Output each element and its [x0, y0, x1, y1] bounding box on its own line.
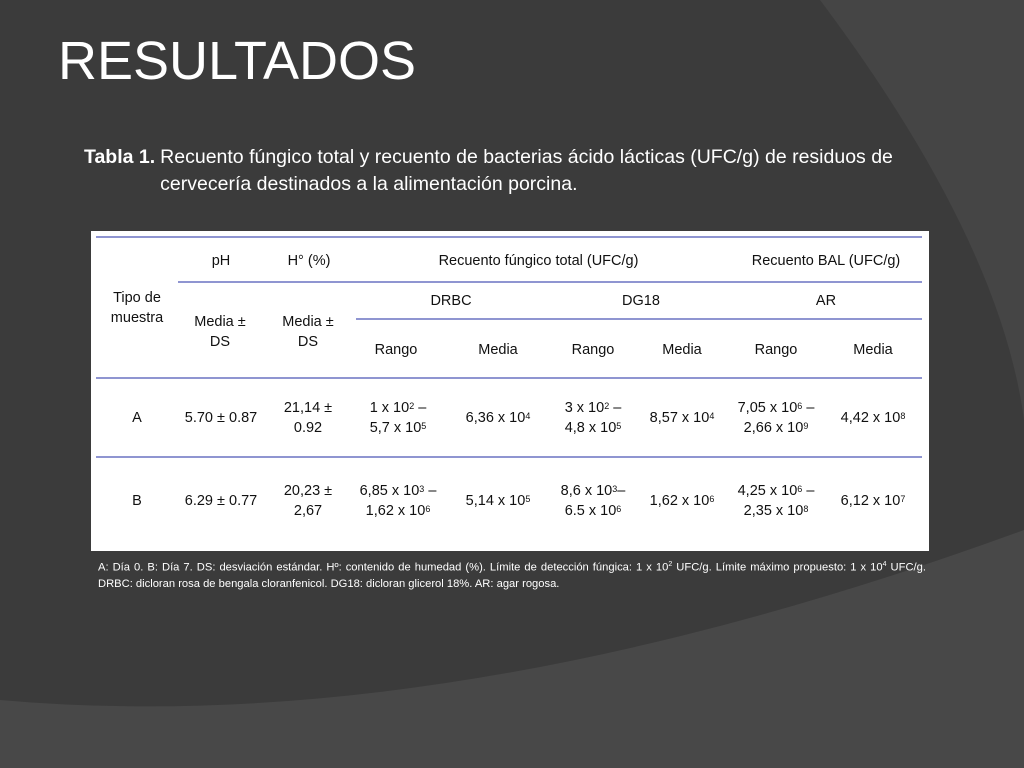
- row-b-sample: B: [132, 493, 142, 509]
- header-rango-drbc: Rango: [374, 342, 418, 358]
- row-b-ar-rango: 4,25 x $10^6$ – 2,35 x $10^8$: [737, 483, 815, 519]
- table-rule-top: [96, 236, 922, 238]
- results-table: [91, 231, 929, 551]
- row-b-ph: 6.29 ± 0.77: [184, 493, 258, 509]
- header-sample-type: Tipo de muestra: [110, 290, 164, 326]
- row-a-ar-rango: 7,05 x $10^6$ – 2,66 x $10^9$: [737, 400, 815, 436]
- row-a-ar-media: 4,42 x 10 $^8$: [840, 410, 906, 426]
- row-b-ar-media: 6,12 x 10 $^7$: [840, 493, 906, 509]
- header-humidity: H° (%): [287, 253, 331, 269]
- header-mean-ds-h: Media ± DS: [282, 314, 334, 350]
- row-a-humidity: [271, 397, 345, 439]
- row-b-drbc-rango: 6,85 x $10^3$ – 1,62 x $10^6$: [359, 483, 437, 519]
- header-ar: AR: [815, 293, 837, 309]
- table-rule-header-end: [96, 377, 922, 379]
- header-ph: pH: [211, 253, 231, 269]
- header-rango-dg18: Rango: [571, 342, 615, 358]
- row-a-ph: 5.70 ± 0.87: [184, 410, 258, 426]
- row-a-dg18-media: 8,57 x 10 $^4$: [649, 410, 715, 426]
- row-a-sample: A: [132, 410, 142, 426]
- header-rango-ar: Rango: [754, 342, 798, 358]
- row-a-humidity-line1: 21,14 ±: [283, 400, 333, 416]
- table-rule-row-sep: [96, 456, 922, 458]
- row-a-drbc-rango: 1 x $10^2$ – 5,7 x $10^5$: [369, 400, 427, 436]
- header-media-ar: Media: [853, 342, 893, 358]
- row-b-dg18-media: 1,62 x 10 $^6$: [649, 493, 715, 509]
- header-media-dg18: Media: [662, 342, 702, 358]
- header-media-drbc: Media: [478, 342, 518, 358]
- slide-title: RESULTADOS: [58, 31, 417, 91]
- row-a-dg18-rango: 3 x $10^2$ – 4,8 x $10^5$: [564, 400, 622, 436]
- table-rule-header-1: [178, 281, 922, 283]
- row-a-drbc-media: 6,36 x 10 $^4$: [465, 410, 531, 426]
- header-mean-ds-ph: Media ± DS: [194, 314, 246, 350]
- row-b-dg18-rango: 8,6 x $10^3-$ 6.5 x $10^6$: [560, 483, 626, 519]
- header-drbc: DRBC: [430, 293, 472, 309]
- header-dg18: DG18: [622, 293, 660, 309]
- table-caption: [84, 144, 914, 198]
- row-b-humidity-line1: 20,23 ±: [283, 483, 333, 499]
- header-bal-total: Recuento BAL (UFC/g): [751, 253, 901, 269]
- row-b-humidity-line2: 2,67: [293, 503, 323, 519]
- table-rule-header-2: [356, 318, 922, 320]
- row-a-humidity-line2: 0.92: [293, 420, 323, 436]
- caption-label: Tabla 1.: [84, 146, 156, 168]
- row-b-humidity: [271, 480, 345, 522]
- row-b-drbc-media: 5,14 x 10 $^5$: [465, 493, 531, 509]
- table-footnote: A: Día 0. B: Día 7. DS: desviación estándar. Hº: contenido de humedad (%). Límite de detección fúngica: 1 x $10^2$ UFC/g. Límite máximo propuesto: 1 x $10^4$ UFC/g. DRBC: dicloran rosa de bengala cloranfenicol. DG18: dicloran glicerol 18%. AR: agar rogosa.: [98, 561, 926, 590]
- header-fungal-total: Recuento fúngico total (UFC/g): [438, 253, 639, 269]
- caption-text: Recuento fúngico total y recuento de bacterias ácido lácticas (UFC/g) de residuos de cervecería destinados a la alimentación porcina.: [160, 146, 893, 195]
